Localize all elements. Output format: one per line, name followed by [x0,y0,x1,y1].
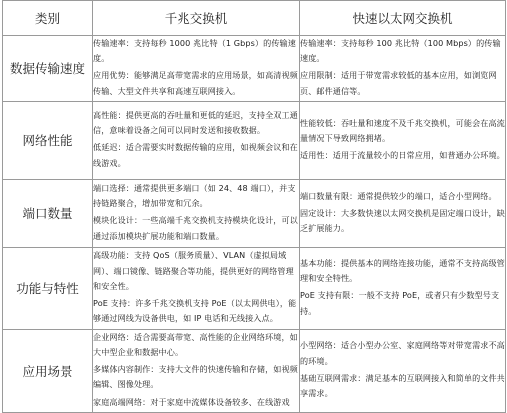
cell-line: 企业网络：适合需要高带宽、高性能的企业网络环境，如大中型企业和数据中心。 [93,331,298,358]
cell-line: 性能较低：吞吐量和速度不及千兆交换机，可能会在高流量情况下导致网络拥堵。 [300,117,505,143]
comparison-table [2,0,506,413]
fast-ethernet-cell [300,247,506,329]
cell-line: 应用优势：能够满足高带宽需求的应用场景，如高清视频传输、大型文件共享和高速互联网接入。 [93,70,298,96]
cell-line: 端口选择：通常提供更多端口（如 24、48 端口），并支持链路聚合，增加带宽和冗余。 [93,182,296,209]
table-row [3,247,506,329]
gigabit-cell [93,247,300,329]
cell-line: 端口数量有限：通常提供较少的端口，适合小型网络。 [300,190,497,201]
row-category: 应用场景 [3,329,93,412]
cell-line: 高级功能：支持 QoS（服务质量）、VLAN（虚拟局域网）、端口镜像、链路聚合等功能，提供更好的网络管理和安全性。 [93,250,294,291]
cell-line: PoE 支持有限：一般不支持 PoE，或者只有少数型号支持。 [300,290,500,316]
header-fast-ethernet-switch: 快速以太网交换机 [300,1,506,36]
cell-line: 适用性：适用于流量较小的日常应用，如普通办公环境。 [300,149,505,160]
table-row [3,179,506,247]
header-category: 类别 [3,1,93,36]
fast-ethernet-cell [300,179,506,247]
gigabit-cell [93,179,300,247]
row-category: 端口数量 [3,179,93,247]
cell-line: PoE 支持：许多千兆交换机支持 PoE（以太网供电），能够通过网线为设备供电，如 IP 电话和无线接入点。 [93,297,297,324]
cell-line: 固定设计：大多数快速以太网交换机是固定端口设计，缺乏扩展能力。 [300,207,505,233]
cell-line: 基础互联网需求：满足基本的互联网接入和简单的文件共享需求。 [300,372,505,399]
cell-line: 应用限制：适用于带宽需求较低的基本应用，如浏览网页、邮件通信等。 [300,70,497,96]
table-row [3,101,506,179]
cell-line: 高性能：提供更高的吞吐量和更低的延迟，支持全双工通信，意味着设备之间可以同时发送和接收数据。 [93,109,298,136]
cell-line: 模块化设计：一些高端千兆交换机支持模块化设计，可以通过添加模块扩展功能和端口数量。 [93,215,298,241]
table-row [3,36,506,102]
cell-line: 小型网络：适合小型办公室、家庭网络等对带宽需求不高的环境。 [300,340,505,366]
table-header-row [3,1,506,36]
fast-ethernet-cell [300,36,506,102]
fast-ethernet-cell [300,101,506,179]
cell-line: 传输速率：支持每秒 100 兆比特（100 Mbps）的传输速度。 [300,38,501,64]
cell-line: 传输速率：支持每秒 1000 兆比特（1 Gbps）的传输速度。 [93,38,296,64]
header-gigabit-switch: 千兆交换机 [93,1,300,36]
row-category: 数据传输速度 [3,36,93,102]
gigabit-cell [93,101,300,179]
row-category: 功能与特性 [3,247,93,329]
row-category: 网络性能 [3,101,93,179]
gigabit-cell [93,36,300,102]
cell-line: 多媒体内容制作：支持大文件的快速传输和存储，如视频编辑、图像处理。 [93,364,298,390]
cell-line: 低延迟：适合需要实时数据传输的应用，如视频会议和在线游戏。 [93,142,298,168]
cell-line: 基本功能：提供基本的网络连接功能，通常不支持高级管理和安全特性。 [300,257,505,284]
cell-line: 家庭高端网络：对于家庭中流媒体设备较多、在线游戏 [93,396,290,407]
